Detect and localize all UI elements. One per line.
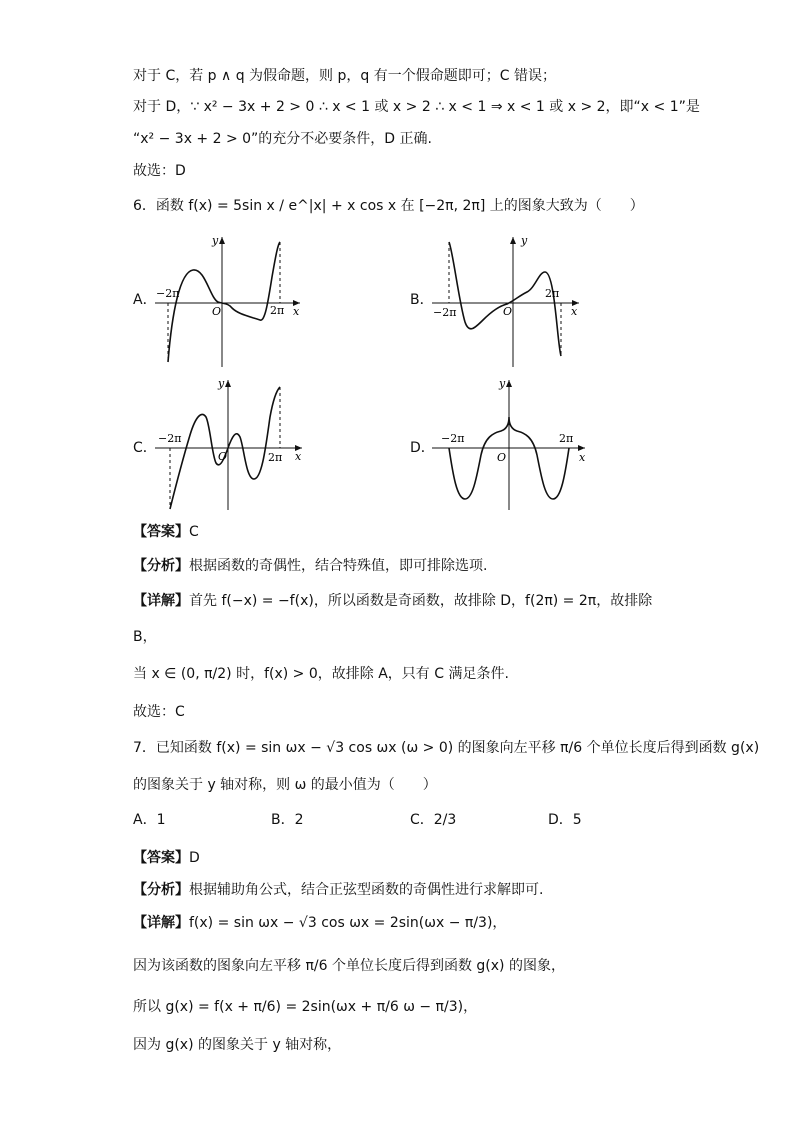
text-line-c: 对于 C，若 p ∧ q 为假命题，则 p，q 有一个假命题即可；C 错误； [133, 68, 556, 84]
graph-b-origin: O [503, 305, 513, 318]
detail-6-line2: B， [133, 629, 157, 645]
graph-a-pos-tick: 2π [270, 304, 285, 317]
graph-a-label: A． [133, 292, 157, 308]
question-6: 6．函数 f(x) = 5sin x / e^|x| + x cos x 在 [−2π, 2π] 上的图象大致为（ ） [133, 198, 644, 214]
graph-d-y-label: y [499, 377, 506, 390]
analysis-6: 【分析】根据函数的奇偶性，结合特殊值，即可排除选项. [133, 558, 488, 574]
detail-7-line2: 因为该函数的图象向左平移 π/6 个单位长度后得到函数 g(x) 的图象， [133, 958, 565, 974]
text-line-d-cont: “x² − 3x + 2 > 0”的充分不必要条件，D 正确. [133, 131, 432, 147]
graph-a [150, 232, 310, 372]
graph-c-origin: O [218, 450, 228, 463]
graph-a-x-label: x [293, 305, 300, 318]
question-7-line2: 的图象关于 y 轴对称，则 ω 的最小值为（ ） [133, 777, 437, 793]
graph-b-neg-tick: −2π [433, 306, 457, 319]
graph-b-y-label: y [521, 234, 528, 247]
graph-c-pos-tick: 2π [268, 451, 283, 464]
answer-6: 【答案】C [133, 524, 199, 540]
graph-a-origin: O [212, 305, 222, 318]
graph-b-x-label: x [571, 305, 578, 318]
graph-d [427, 375, 592, 515]
graph-b-pos-tick: 2π [545, 287, 560, 300]
graph-b-label: B． [410, 292, 434, 308]
graph-d-pos-tick: 2π [559, 432, 574, 445]
choose-d: 故选：D [133, 163, 186, 179]
choose-c: 故选：C [133, 704, 185, 720]
graph-d-origin: O [497, 451, 507, 464]
graph-d-label: D． [410, 440, 435, 456]
graph-a-neg-tick: −2π [156, 287, 180, 300]
graph-a-y-label: y [212, 234, 219, 247]
analysis-7: 【分析】根据辅助角公式，结合正弦型函数的奇偶性进行求解即可. [133, 882, 544, 898]
q7-option-a: A．1 [133, 812, 166, 828]
graph-c-neg-tick: −2π [158, 432, 182, 445]
graph-d-neg-tick: −2π [441, 432, 465, 445]
detail-6-line1: 【详解】首先 f(−x) = −f(x)，所以函数是奇函数，故排除 D，f(2π) = 2π，故排除 [133, 593, 653, 609]
graph-d-x-label: x [579, 451, 586, 464]
answer-7: 【答案】D [133, 850, 200, 866]
detail-7-line4: 因为 g(x) 的图象关于 y 轴对称， [133, 1037, 342, 1053]
text-line-d: 对于 D，∵ x² − 3x + 2 > 0 ∴ x < 1 或 x > 2 ∴ x < 1 ⇒ x < 1 或 x > 2，即“x < 1”是 [133, 99, 700, 115]
q7-option-b: B．2 [271, 812, 304, 828]
graph-c-y-label: y [218, 377, 225, 390]
detail-7-line3: 所以 g(x) = f(x + π/6) = 2sin(ωx + π/6 ω − π/3)， [133, 999, 478, 1015]
question-7-line1: 7．已知函数 f(x) = sin ωx − √3 cos ωx (ω > 0) 的图象向左平移 π/6 个单位长度后得到函数 g(x) [133, 740, 760, 756]
detail-6-line3: 当 x ∈ (0, π/2) 时，f(x) > 0，故排除 A，只有 C 满足条件. [133, 666, 509, 682]
graph-b [427, 232, 587, 372]
graph-c [150, 375, 310, 515]
q7-option-c: C．2/3 [410, 812, 457, 828]
graph-c-label: C． [133, 440, 157, 456]
graph-c-x-label: x [295, 450, 302, 463]
q7-option-d: D．5 [548, 812, 582, 828]
detail-7-line1: 【详解】f(x) = sin ωx − √3 cos ωx = 2sin(ωx − π/3)， [133, 915, 507, 931]
